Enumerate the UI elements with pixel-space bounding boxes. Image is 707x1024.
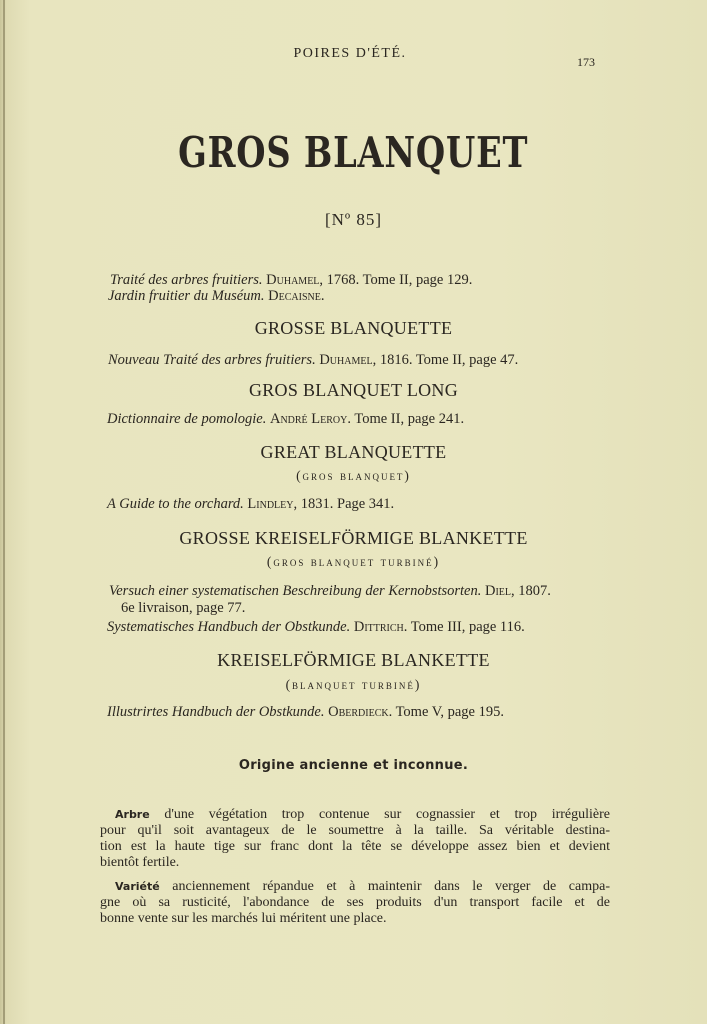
paragraph-text: pour qu'il soit avantageux de le soumettre à la taille. Sa véritable destina- (100, 823, 610, 838)
citation-work: Illustrirtes Handbuch der Obstkunde. (107, 704, 329, 720)
paragraph-lead: Variété (115, 880, 160, 893)
variety-number: [Nº 85] (324, 210, 383, 229)
citation (110, 272, 472, 289)
citation (107, 704, 504, 721)
variety-title: GROS BLANQUET (178, 128, 529, 177)
citation-work: A Guide to the orchard. (107, 496, 248, 512)
citation-work: Traité des arbres fruitiers. (110, 272, 267, 288)
paragraph-line (100, 855, 610, 871)
paragraph-text: anciennement répandue et à maintenir dans le verger de campa- (159, 879, 610, 894)
citation-author: Lindley (247, 496, 294, 512)
citation-detail: . Tome III, page 116. (403, 619, 525, 635)
citation-work: Jardin fruitier du Muséum. (108, 288, 269, 304)
synonym-subheading: (gros blanquet turbiné) (266, 554, 441, 569)
paragraph-line (100, 911, 610, 927)
citation-detail: . (320, 288, 325, 304)
citation-author: Decaisne (268, 288, 321, 304)
paragraph-line (100, 895, 610, 911)
citation-work: Dictionnaire de pomologie. (107, 411, 270, 427)
paragraph-text: bonne vente sur les marchés lui méritent une place. (100, 911, 387, 926)
running-title: POIRES D'ÉTÉ. (293, 46, 407, 61)
citation-work: Versuch einer systematischen Beschreibung der Kernobstsorten. (109, 583, 485, 599)
citation-author: Diel (485, 583, 512, 599)
synonym-heading: GROS BLANQUET LONG (248, 380, 459, 400)
citation (108, 352, 518, 369)
paragraph-line (115, 879, 610, 895)
citation-detail: . Tome V, page 195. (388, 704, 504, 720)
synonym-subheading: (blanquet turbiné) (285, 677, 422, 692)
synonym-heading: GROSSE KREISELFÖRMIGE BLANKETTE (179, 528, 528, 548)
synonym-heading: GREAT BLANQUETTE (260, 442, 447, 462)
synonym-heading: GROSSE BLANQUETTE (254, 318, 453, 338)
citation-author: Oberdieck (328, 704, 389, 720)
citation-author: Duhamel (319, 352, 373, 368)
citation-detail: , 1831. Page 341. (293, 496, 395, 512)
paragraph-text: tion est la haute tige sur franc dont la tête se développe assez bien et devient (100, 839, 610, 854)
paragraph-lead: Arbre (115, 808, 150, 821)
binding-edge (3, 0, 5, 1024)
citation-detail: 6e livraison, page 77. (121, 600, 246, 616)
page-number: 173 (577, 55, 595, 69)
citation-detail: . Tome II, page 241. (347, 411, 465, 427)
citation (107, 496, 394, 513)
citation-author: André Leroy (269, 411, 348, 427)
paragraph-line (115, 807, 610, 823)
paragraph-text: bientôt fertile. (100, 855, 180, 870)
synonym-heading: KREISELFÖRMIGE BLANKETTE (217, 650, 490, 670)
citation-author: Dittrich (353, 619, 404, 635)
citation (109, 583, 551, 600)
citation-work: Systematisches Handbuch der Obstkunde. (107, 619, 354, 635)
paragraph-text: gne où sa rusticité, l'abondance de ses produits d'un transport facile et de (100, 895, 610, 910)
paragraph-text: d'une végétation trop contenue sur cognassier et trop irrégulière (149, 807, 610, 822)
paragraph-line (100, 823, 610, 839)
citation (107, 619, 525, 636)
citation (107, 411, 464, 428)
citation-detail: , 1807. (511, 583, 551, 599)
citation-detail: , 1768. Tome II, page 129. (319, 272, 473, 288)
citation-author: Duhamel (266, 272, 320, 288)
synonym-subheading: (gros blanquet) (296, 468, 411, 483)
citation (121, 600, 245, 617)
citation (108, 288, 325, 305)
paragraph-line (100, 839, 610, 855)
origin-note: Origine ancienne et inconnue. (238, 758, 469, 773)
citation-work: Nouveau Traité des arbres fruitiers. (108, 352, 320, 368)
citation-detail: , 1816. Tome II, page 47. (372, 352, 519, 368)
